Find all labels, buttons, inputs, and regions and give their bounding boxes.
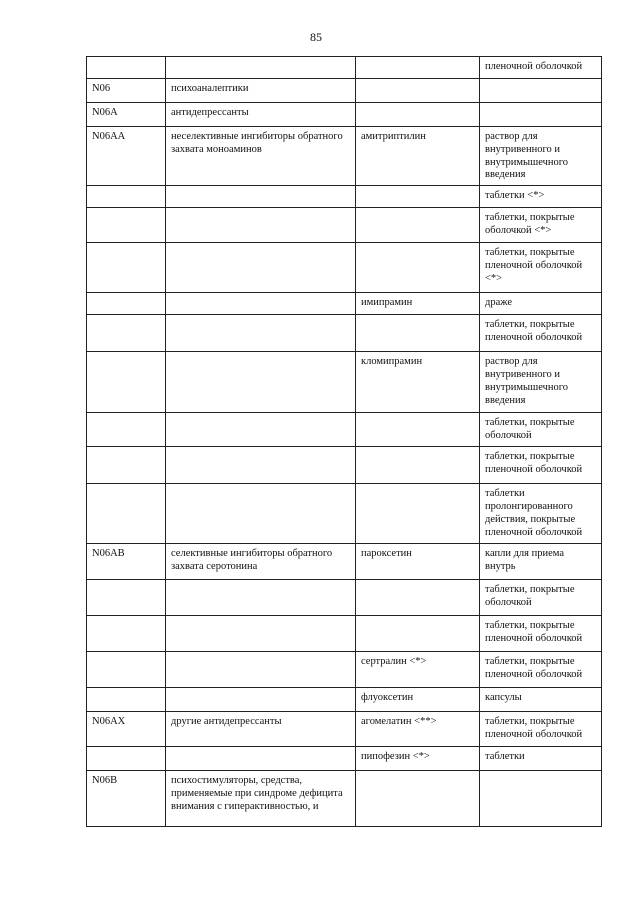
drug-name-cell: флуоксетин xyxy=(356,688,480,712)
group-name-cell xyxy=(166,447,356,484)
group-name-cell xyxy=(166,243,356,293)
drug-name-cell xyxy=(356,616,480,652)
drug-name-cell xyxy=(356,447,480,484)
group-name-cell xyxy=(166,580,356,616)
table-row xyxy=(87,315,602,352)
table-row xyxy=(87,352,602,413)
atc-code-cell xyxy=(87,747,166,771)
drug-name-cell: амитриптилин xyxy=(356,127,480,186)
drug-name-cell: агомелатин <**> xyxy=(356,712,480,747)
atc-code-cell xyxy=(87,315,166,352)
drug-name-cell: кломипрамин xyxy=(356,352,480,413)
atc-code-cell: N06A xyxy=(87,103,166,127)
atc-code-cell xyxy=(87,293,166,315)
table-row xyxy=(87,712,602,747)
table-row xyxy=(87,57,602,79)
atc-code-cell xyxy=(87,484,166,544)
atc-code-cell xyxy=(87,580,166,616)
table-row xyxy=(87,616,602,652)
dosage-form-cell: капли для приема внутрь xyxy=(480,544,602,580)
group-name-cell xyxy=(166,616,356,652)
atc-code-cell xyxy=(87,243,166,293)
atc-code-cell xyxy=(87,208,166,243)
group-name-cell xyxy=(166,352,356,413)
dosage-form-cell xyxy=(480,103,602,127)
group-name-cell xyxy=(166,747,356,771)
table-row xyxy=(87,652,602,688)
table-row xyxy=(87,186,602,208)
dosage-form-cell: таблетки <*> xyxy=(480,186,602,208)
group-name-cell xyxy=(166,413,356,447)
drug-name-cell: пипофезин <*> xyxy=(356,747,480,771)
dosage-form-cell xyxy=(480,771,602,827)
group-name-cell xyxy=(166,208,356,243)
atc-code-cell xyxy=(87,57,166,79)
table-row xyxy=(87,484,602,544)
drug-name-cell xyxy=(356,580,480,616)
table-row xyxy=(87,771,602,827)
atc-code-cell xyxy=(87,186,166,208)
atc-code-cell: N06AB xyxy=(87,544,166,580)
drug-name-cell xyxy=(356,413,480,447)
drug-name-cell: пароксетин xyxy=(356,544,480,580)
drug-name-cell: сертралин <*> xyxy=(356,652,480,688)
drug-name-cell xyxy=(356,186,480,208)
table-row xyxy=(87,544,602,580)
table-row xyxy=(87,413,602,447)
dosage-form-cell: таблетки пролонгированного действия, покрытые пленочной оболочкой xyxy=(480,484,602,544)
dosage-form-cell: таблетки, покрытые пленочной оболочкой xyxy=(480,447,602,484)
dosage-form-cell: таблетки, покрытые оболочкой <*> xyxy=(480,208,602,243)
dosage-form-cell: таблетки, покрытые пленочной оболочкой xyxy=(480,315,602,352)
group-name-cell xyxy=(166,293,356,315)
atc-code-cell xyxy=(87,652,166,688)
dosage-form-cell: таблетки, покрытые пленочной оболочкой <*> xyxy=(480,243,602,293)
table-row xyxy=(87,447,602,484)
table-row xyxy=(87,208,602,243)
group-name-cell xyxy=(166,186,356,208)
drug-name-cell xyxy=(356,79,480,103)
group-name-cell xyxy=(166,315,356,352)
table-row xyxy=(87,103,602,127)
group-name-cell: селективные ингибиторы обратного захвата серотонина xyxy=(166,544,356,580)
drug-name-cell xyxy=(356,315,480,352)
atc-code-cell: N06AX xyxy=(87,712,166,747)
atc-code-cell xyxy=(87,447,166,484)
group-name-cell: другие антидепрессанты xyxy=(166,712,356,747)
dosage-form-cell xyxy=(480,79,602,103)
table-row xyxy=(87,79,602,103)
drug-name-cell xyxy=(356,103,480,127)
atc-code-cell: N06AA xyxy=(87,127,166,186)
page-number: 85 xyxy=(310,30,322,44)
drug-name-cell xyxy=(356,57,480,79)
dosage-form-cell: капсулы xyxy=(480,688,602,712)
dosage-form-cell: таблетки, покрытые пленочной оболочкой xyxy=(480,712,602,747)
atc-code-cell xyxy=(87,352,166,413)
atc-code-cell xyxy=(87,616,166,652)
drug-name-cell xyxy=(356,484,480,544)
group-name-cell: неселективные ингибиторы обратного захвата моноаминов xyxy=(166,127,356,186)
dosage-form-cell: пленочной оболочкой xyxy=(480,57,602,79)
drug-name-cell: имипрамин xyxy=(356,293,480,315)
dosage-form-cell: таблетки, покрытые пленочной оболочкой xyxy=(480,652,602,688)
table-row xyxy=(87,127,602,186)
atc-code-cell xyxy=(87,413,166,447)
table-row xyxy=(87,243,602,293)
group-name-cell: психоаналептики xyxy=(166,79,356,103)
drug-table xyxy=(86,56,602,827)
table-row xyxy=(87,747,602,771)
group-name-cell: антидепрессанты xyxy=(166,103,356,127)
dosage-form-cell: раствор для внутривенного и внутримышечного введения xyxy=(480,127,602,186)
dosage-form-cell: драже xyxy=(480,293,602,315)
drug-table-body xyxy=(87,57,602,827)
drug-name-cell xyxy=(356,243,480,293)
group-name-cell xyxy=(166,688,356,712)
table-row xyxy=(87,293,602,315)
atc-code-cell: N06B xyxy=(87,771,166,827)
dosage-form-cell: раствор для внутривенного и внутримышечного введения xyxy=(480,352,602,413)
group-name-cell xyxy=(166,652,356,688)
group-name-cell xyxy=(166,484,356,544)
drug-name-cell xyxy=(356,208,480,243)
atc-code-cell: N06 xyxy=(87,79,166,103)
dosage-form-cell: таблетки, покрытые оболочкой xyxy=(480,413,602,447)
table-row xyxy=(87,688,602,712)
dosage-form-cell: таблетки, покрытые оболочкой xyxy=(480,580,602,616)
drug-name-cell xyxy=(356,771,480,827)
group-name-cell xyxy=(166,57,356,79)
atc-code-cell xyxy=(87,688,166,712)
dosage-form-cell: таблетки, покрытые пленочной оболочкой xyxy=(480,616,602,652)
table-row xyxy=(87,580,602,616)
group-name-cell: психостимуляторы, средства, применяемые при синдроме дефицита внимания с гиперактивностью, и xyxy=(166,771,356,827)
dosage-form-cell: таблетки xyxy=(480,747,602,771)
